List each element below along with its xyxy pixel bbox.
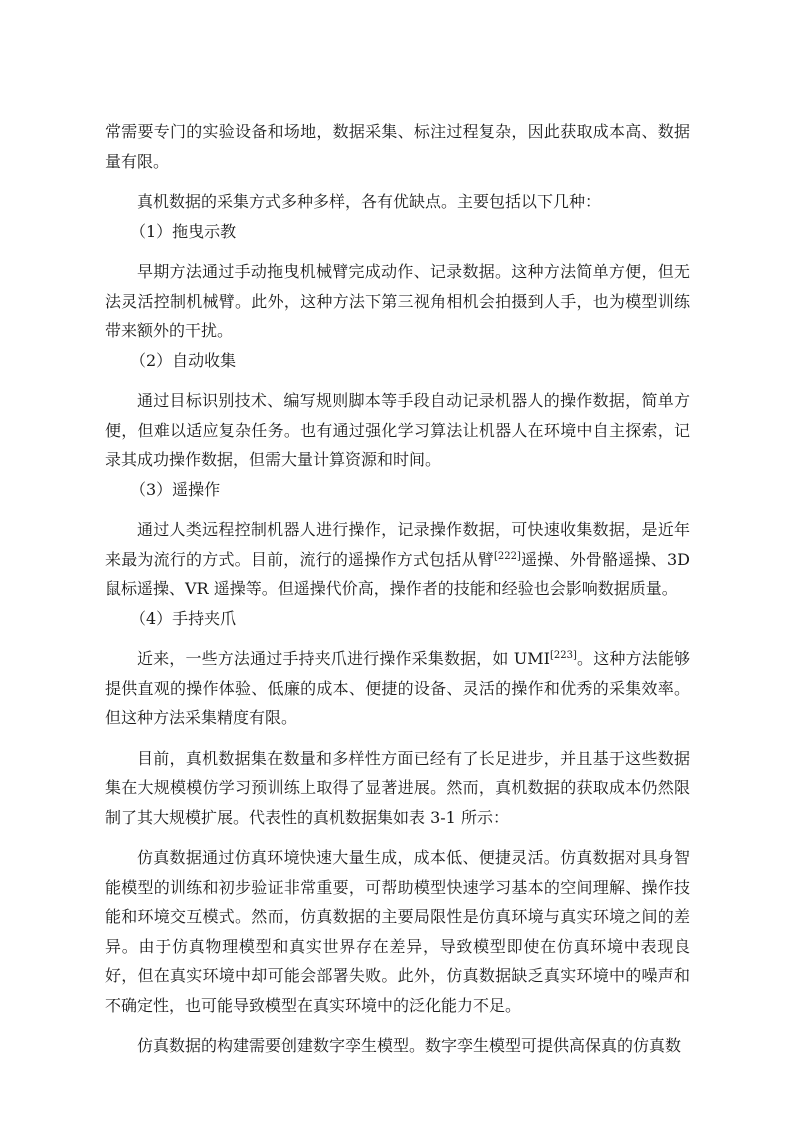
heading-drag-teaching: （1）拖曳示教 <box>130 221 237 241</box>
paragraph-4: 通过目标识别技术、编写规则脚本等手段自动记录机器人的操作数据，简单方便，但难以适应复杂任务。也有通过强化学习算法让机器人在环境中自主探索，记录其成功操作数据，但需大量计算资源和时间。 <box>105 391 690 469</box>
citation-223: [223] <box>550 650 577 661</box>
paragraph-8: 仿真数据通过仿真环境快速大量生成，成本低、便捷灵活。仿真数据对具身智能模型的训练和初步验证非常重要，可帮助模型快速学习基本的空间理解、操作技能和环境交互模式。然而，仿真数据的主要局限性是仿真环境与真实环境之间的差异。由于仿真物理模型和真实世界存在差异，导致模型即使在仿真环境中表现良好，但在真实环境中却可能会部署失败。此外，仿真数据缺乏真实环境中的噪声和不确定性，也可能导致模型在真实环境中的泛化能力不足。 <box>105 848 690 1015</box>
paragraph-6-text-a: 近来，一些方法通过手持夹爪进行操作采集数据，如 UMI <box>137 649 550 668</box>
paragraph-6 <box>105 644 690 733</box>
paragraph-5 <box>105 515 690 604</box>
paragraph-3: 早期方法通过手动拖曳机械臂完成动作、记录数据。这种方法简单方便，但无法灵活控制机械臂。此外，这种方法下第三视角相机会拍摄到人手，也为模型训练带来额外的干扰。 <box>105 262 690 340</box>
paragraph-5-text-a: 通过人类远程控制机器人进行操作，记录操作数据，可快速收集数据，是近年来最为流行的方式。目前，流行的遥操作方式包括从臂 <box>105 520 690 569</box>
heading-handheld-gripper: （4）手持夹爪 <box>130 608 237 628</box>
citation-222: [222] <box>494 550 521 562</box>
paragraph-1: 常需要专门的实验设备和场地，数据采集、标注过程复杂，因此获取成本高、数据量有限。 <box>105 122 690 171</box>
paragraph-7: 目前，真机数据集在数量和多样性方面已经有了长足进步，并且基于这些数据集在大规模模仿学习预训练上取得了显著进展。然而，真机数据的获取成本仍然限制了其大规模扩展。代表性的真机数据集如表 3-1 所示： <box>105 748 690 827</box>
paragraph-9: 仿真数据的构建需要创建数字孪生模型。数字孪生模型可提供高保真的仿真数 <box>137 1036 682 1055</box>
document-body <box>105 117 690 1061</box>
paragraph-5-text-b: 遥操、外骨骼遥操、3D 鼠标遥操、VR 遥操等。但遥操代价高，操作者的技能和经验也会影响数据质量。 <box>105 549 690 598</box>
heading-auto-collection: （2）自动收集 <box>130 350 237 370</box>
heading-teleoperation: （3）遥操作 <box>130 479 221 499</box>
paragraph-2: 真机数据的采集方式多种多样，各有优缺点。主要包括以下几种： <box>137 192 602 211</box>
paragraph-6-text-b: 。这种方法能够提供直观的操作体验、低廉的成本、便捷的设备、灵活的操作和优秀的采集效率。但这种方法采集精度有限。 <box>105 649 690 727</box>
